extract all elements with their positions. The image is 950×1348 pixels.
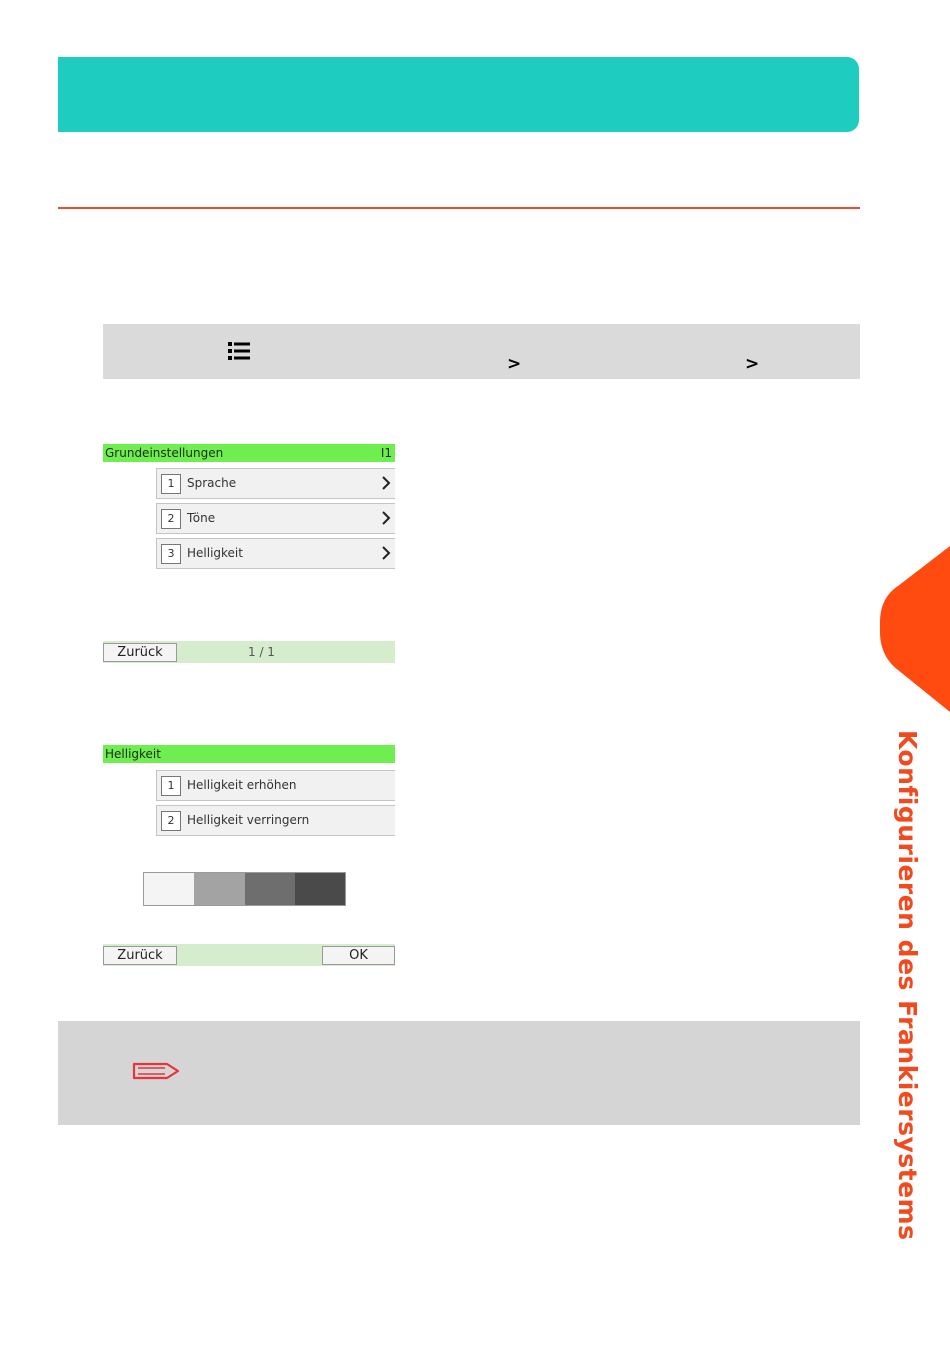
screen-title [103,444,395,462]
screen-grundeinstellungen [103,444,395,664]
screen-footer [103,944,395,966]
path-separator: > [745,354,760,374]
item-label: Sprache [187,476,237,490]
back-button[interactable]: Zurück [103,643,177,662]
brightness-segment [194,873,244,905]
item-label: Helligkeit erhöhen [187,778,297,792]
chevron-right-icon [381,543,391,563]
pager: 1 / 1 [248,645,275,659]
brightness-segment [144,873,194,905]
item-label: Töne [187,511,216,525]
menu-item-helligkeit-erhoehen[interactable] [156,770,395,801]
list-icon [227,340,251,362]
brightness-segment [295,873,345,905]
item-label: Helligkeit verringern [187,813,310,827]
path-separator: > [507,354,522,374]
item-number: 1 [161,474,181,494]
ok-button[interactable]: OK [322,946,395,965]
screen-title [103,745,395,763]
chevron-right-icon [381,508,391,528]
screen-helligkeit [103,745,395,967]
item-number: 2 [161,509,181,529]
item-number: 2 [161,811,181,831]
menu-item-helligkeit-verringern[interactable] [156,805,395,836]
chapter-tab [880,546,950,712]
chevron-right-icon [381,473,391,493]
item-label: Helligkeit [187,546,243,560]
back-button[interactable]: Zurück [103,946,177,965]
header-band [58,57,859,132]
menu-item-toene[interactable] [156,503,395,534]
item-number: 3 [161,544,181,564]
chapter-title: Konfigurieren des Frankiersystems [893,730,922,1241]
pencil-icon [131,1058,181,1084]
screen-title-text: Helligkeit [105,747,161,761]
menu-item-sprache[interactable] [156,468,395,499]
menu-item-helligkeit[interactable] [156,538,395,569]
page-indicator: I1 [380,446,392,460]
item-number: 1 [161,776,181,796]
brightness-segment [245,873,295,905]
brightness-level-bar [143,872,346,906]
screen-footer [103,641,395,663]
screen-title-text: Grundeinstellungen [105,446,224,460]
section-divider [58,207,860,209]
